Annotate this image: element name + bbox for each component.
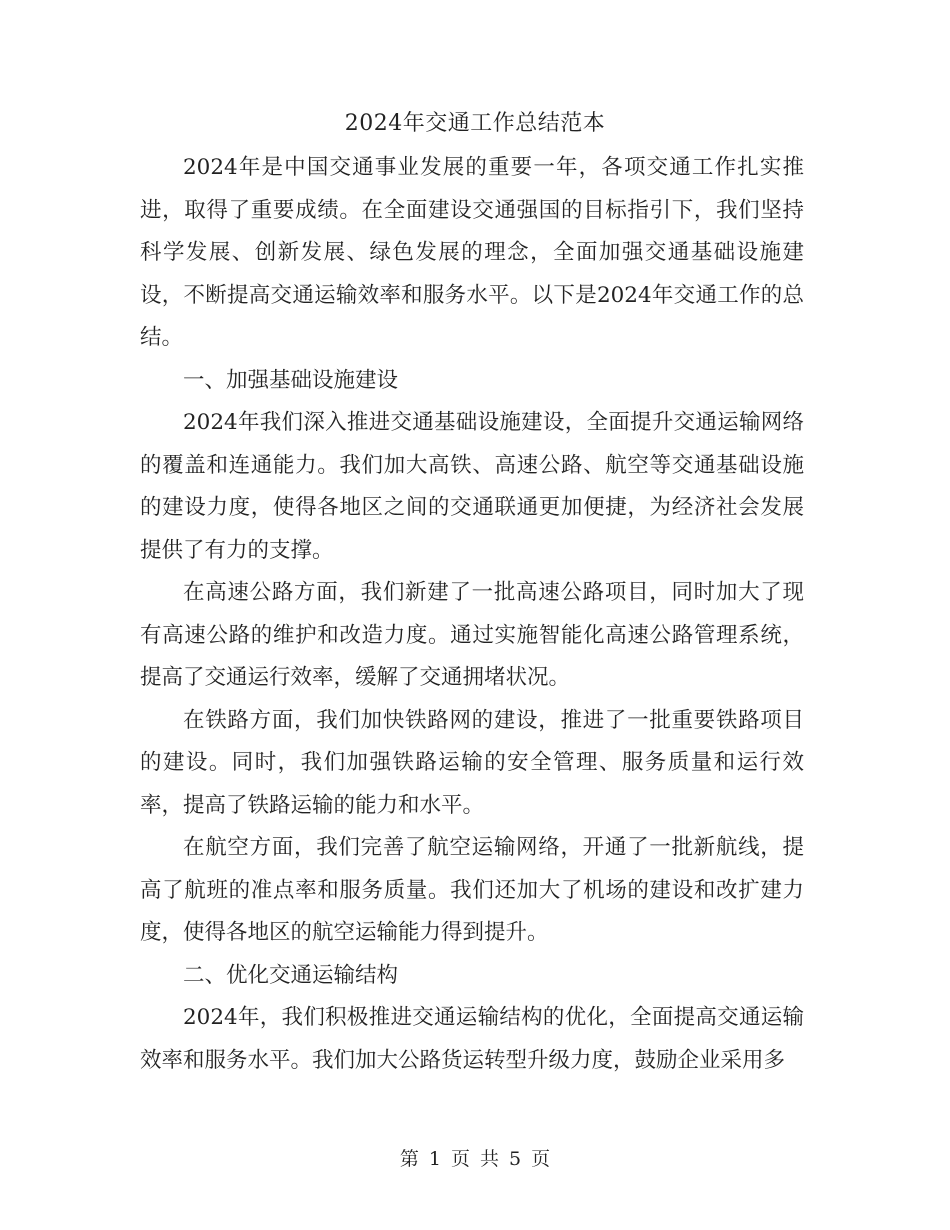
railway-paragraph: 在铁路方面，我们加快铁路网的建设，推进了一批重要铁路项目的建设。同时，我们加强铁路运输的安全管理、服务质量和运行效率，提高了铁路运输的能力和水平。 (140, 707, 804, 818)
structure-paragraph: 2024年，我们积极推进交通运输结构的优化，全面提高交通运输效率和服务水平。我们加大公路货运转型升级力度，鼓励企业采用多 (140, 1005, 804, 1073)
section-heading-infrastructure: 一、加强基础设施建设 (183, 367, 399, 393)
intro-paragraph: 2024年是中国交通事业发展的重要一年，各项交通工作扎实推进，取得了重要成绩。在全面建设交通强国的目标指引下，我们坚持科学发展、创新发展、绿色发展的理念，全面加强交通基础设施建设，不断提高交通运输效率和服务水平。以下是2024年交通工作的总结。 (140, 155, 804, 350)
infrastructure-paragraph: 2024年我们深入推进交通基础设施建设，全面提升交通运输网络的覆盖和连通能力。我们加大高铁、高速公路、航空等交通基础设施的建设力度，使得各地区之间的交通联通更加便捷，为经济社会发展提供了有力的支撑。 (140, 410, 804, 563)
aviation-paragraph: 在航空方面，我们完善了航空运输网络，开通了一批新航线，提高了航班的准点率和服务质量。我们还加大了机场的建设和改扩建力度，使得各地区的航空运输能力得到提升。 (140, 835, 804, 945)
document-title: 2024年交通工作总结范本 (344, 111, 606, 136)
document-body (140, 147, 804, 1082)
highway-paragraph: 在高速公路方面，我们新建了一批高速公路项目，同时加大了现有高速公路的维护和改造力度。通过实施智能化高速公路管理系统，提高了交通运行效率，缓解了交通拥堵状况。 (140, 580, 804, 690)
section-heading-structure: 二、优化交通运输结构 (183, 962, 399, 988)
page-number: 第 1 页 共 5 页 (399, 1148, 551, 1170)
